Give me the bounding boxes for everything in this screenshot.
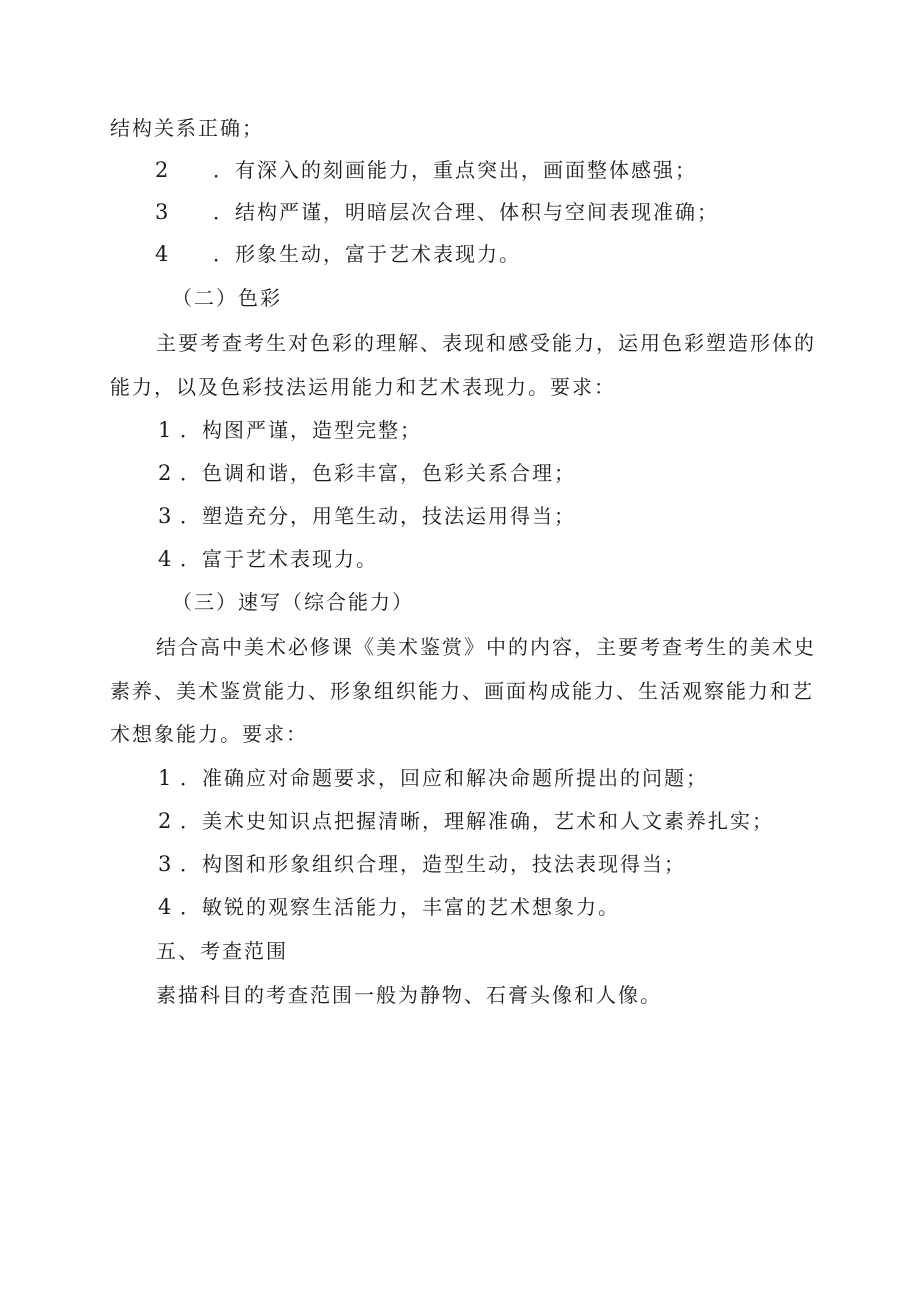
line-text: 结构关系正确； — [110, 116, 264, 140]
line-text: 结合高中美术必修课《美术鉴赏》中的内容，主要考查考生的美术史 — [156, 635, 816, 659]
paragraph-sketch-intro-line2 — [110, 677, 814, 705]
list-number: 3 — [158, 852, 174, 876]
paragraph-scope — [156, 981, 662, 1009]
list-number: 2 — [158, 809, 174, 833]
list-item-text: ．构图和形象组织合理，造型生动，技法表现得当； — [180, 852, 686, 876]
list-item-sketch-3 — [155, 198, 719, 226]
section-heading-sketch — [172, 588, 414, 616]
list-item-text: ．构图严谨，造型完整； — [180, 418, 422, 442]
list-item-text: ．敏锐的观察生活能力，丰富的艺术想象力。 — [180, 895, 620, 919]
line-text: 素描科目的考查范围一般为静物、石膏头像和人像。 — [156, 983, 662, 1007]
list-item-color-3 — [158, 502, 576, 530]
line-text: 能力，以及色彩技法运用能力和艺术表现力。要求： — [110, 375, 616, 399]
list-item-text: ．塑造充分，用笔生动，技法运用得当； — [180, 504, 576, 528]
paragraph-sketch-intro-line1 — [156, 633, 816, 661]
line-text: 素养、美术鉴赏能力、形象组织能力、画面构成能力、生活观察能力和艺 — [110, 679, 814, 703]
list-item-color-4 — [158, 545, 378, 573]
list-item-text: ．形象生动，富于艺术表现力。 — [213, 242, 521, 266]
list-item-text: ．美术史知识点把握清晰，理解准确，艺术和人文素养扎实； — [180, 809, 774, 833]
list-item-text: ．准确应对命题要求，回应和解决命题所提出的问题； — [180, 766, 708, 790]
list-number: 4 — [155, 242, 171, 266]
heading-text: 五、考查范围 — [156, 939, 288, 963]
list-number: 3 — [158, 504, 174, 528]
list-item-text: ．结构严谨，明暗层次合理、体积与空间表现准确； — [213, 200, 719, 224]
heading-text: （二）色彩 — [172, 286, 282, 310]
paragraph-sketch-intro-line3 — [110, 720, 308, 748]
list-number: 3 — [155, 200, 171, 224]
heading-text: （三）速写（综合能力） — [172, 590, 414, 614]
list-item-text: ．色调和谐，色彩丰富，色彩关系合理； — [180, 461, 576, 485]
line-text: 术想象能力。要求： — [110, 722, 308, 746]
list-number: 1 — [158, 418, 174, 442]
paragraph-color-intro-line1 — [156, 329, 816, 357]
list-number: 2 — [158, 461, 174, 485]
list-number: 4 — [158, 895, 174, 919]
list-item-sketch-req-4 — [158, 893, 620, 921]
list-item-sketch-req-2 — [158, 807, 774, 835]
list-number: 2 — [155, 158, 171, 182]
paragraph-color-intro-line2 — [110, 373, 616, 401]
list-item-text: ．有深入的刻画能力，重点突出，画面整体感强； — [213, 158, 697, 182]
list-item-text: ．富于艺术表现力。 — [180, 547, 378, 571]
list-item-sketch-2 — [155, 156, 697, 184]
list-item-sketch-req-1 — [158, 764, 708, 792]
list-item-sketch-4 — [155, 240, 521, 268]
section-heading-scope — [156, 937, 288, 965]
list-item-color-2 — [158, 459, 576, 487]
list-item-sketch-req-3 — [158, 850, 686, 878]
section-heading-color — [172, 284, 282, 312]
list-number: 4 — [158, 547, 174, 571]
list-item-color-1 — [158, 416, 422, 444]
paragraph-structure-correct — [110, 114, 264, 142]
line-text: 主要考查考生对色彩的理解、表现和感受能力，运用色彩塑造形体的 — [156, 331, 816, 355]
list-number: 1 — [158, 766, 174, 790]
